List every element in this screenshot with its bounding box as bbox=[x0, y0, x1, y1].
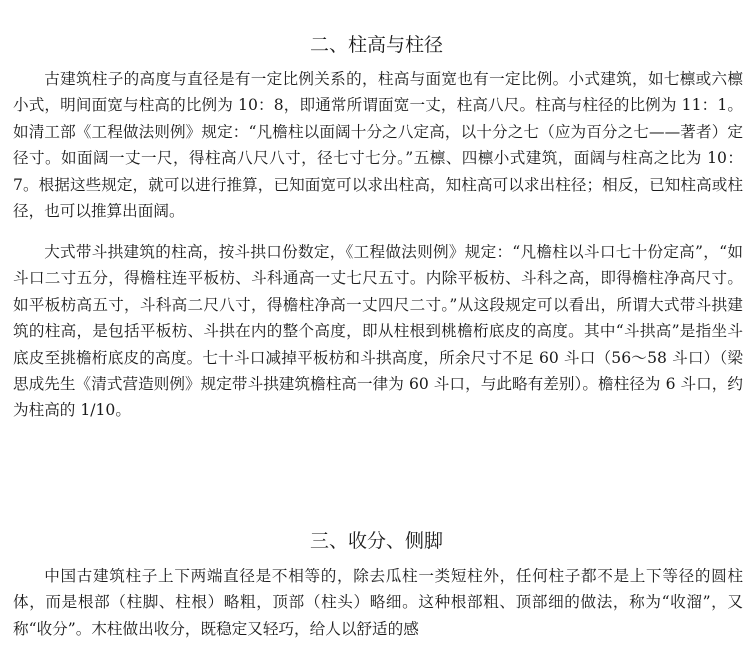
section-title-column-height-diameter: 二、柱高与柱径 bbox=[309, 33, 443, 56]
paragraph-small-style-proportions: 古建筑柱子的高度与直径是有一定比例关系的，柱高与面宽也有一定比例。小式建筑，如七檩或六檩小式，明间面宽与柱高的比例为 10：8，即通常所谓面宽一丈，柱高八尺。柱高与柱径的比例为 11：1。如清工部《工程做法则例》规定：“凡檐柱以面阔十分之八定高，以十分之七（应为百分之七——著者）定径寸。如面阔一丈一尺，得柱高八尺八寸，径七寸七分。”五檩、四檩小式建筑，面阔与柱高之比为 10：7。根据这些规定，就可以进行推算，已知面宽可以求出柱高，知柱高可以求出柱径；相反，已知柱高或柱径，也可以推算出面阔。 bbox=[13, 70, 743, 221]
section-title-taper-and-inclination: 三、收分、侧脚 bbox=[309, 529, 443, 552]
paragraph-dougong-column-height: 大式带斗拱建筑的柱高，按斗拱口份数定，《工程做法则例》规定：“凡檐柱以斗口七十份定高”，“如斗口二寸五分，得檐柱连平板枋、斗科通高一丈七尺五寸。内除平板枋、斗科之高，即得檐柱净高尺寸。如平板枋高五寸，斗科高二尺八寸，得檐柱净高一丈四尺二寸。”从这段规定可以看出，所谓大式带斗拱建筑的柱高，是包括平板枋、斗拱在内的整个高度，即从柱根到桃檐桁底皮的高度。其中“斗拱高”是指坐斗底皮至挑檐桁底皮的高度。七十斗口减掉平板枋和斗拱高度，所余尺寸不足 60 斗口（56～58 斗口）（梁思成先生《清式营造则例》规定带斗拱建筑檐柱高一律为 60 斗口，与此略有差别）。檐柱径为 6 斗口，约为柱高的 1/10。 bbox=[13, 243, 743, 420]
paragraph-column-taper: 中国古建筑柱子上下两端直径是不相等的，除去瓜柱一类短柱外，任何柱子都不是上下等径的圆柱体，而是根部（柱脚、柱根）略粗，顶部（柱头）略细。这种根部粗、顶部细的做法，称为“收溜”，又称“收分”。木柱做出收分，既稳定又轻巧，给人以舒适的感 bbox=[13, 567, 743, 638]
